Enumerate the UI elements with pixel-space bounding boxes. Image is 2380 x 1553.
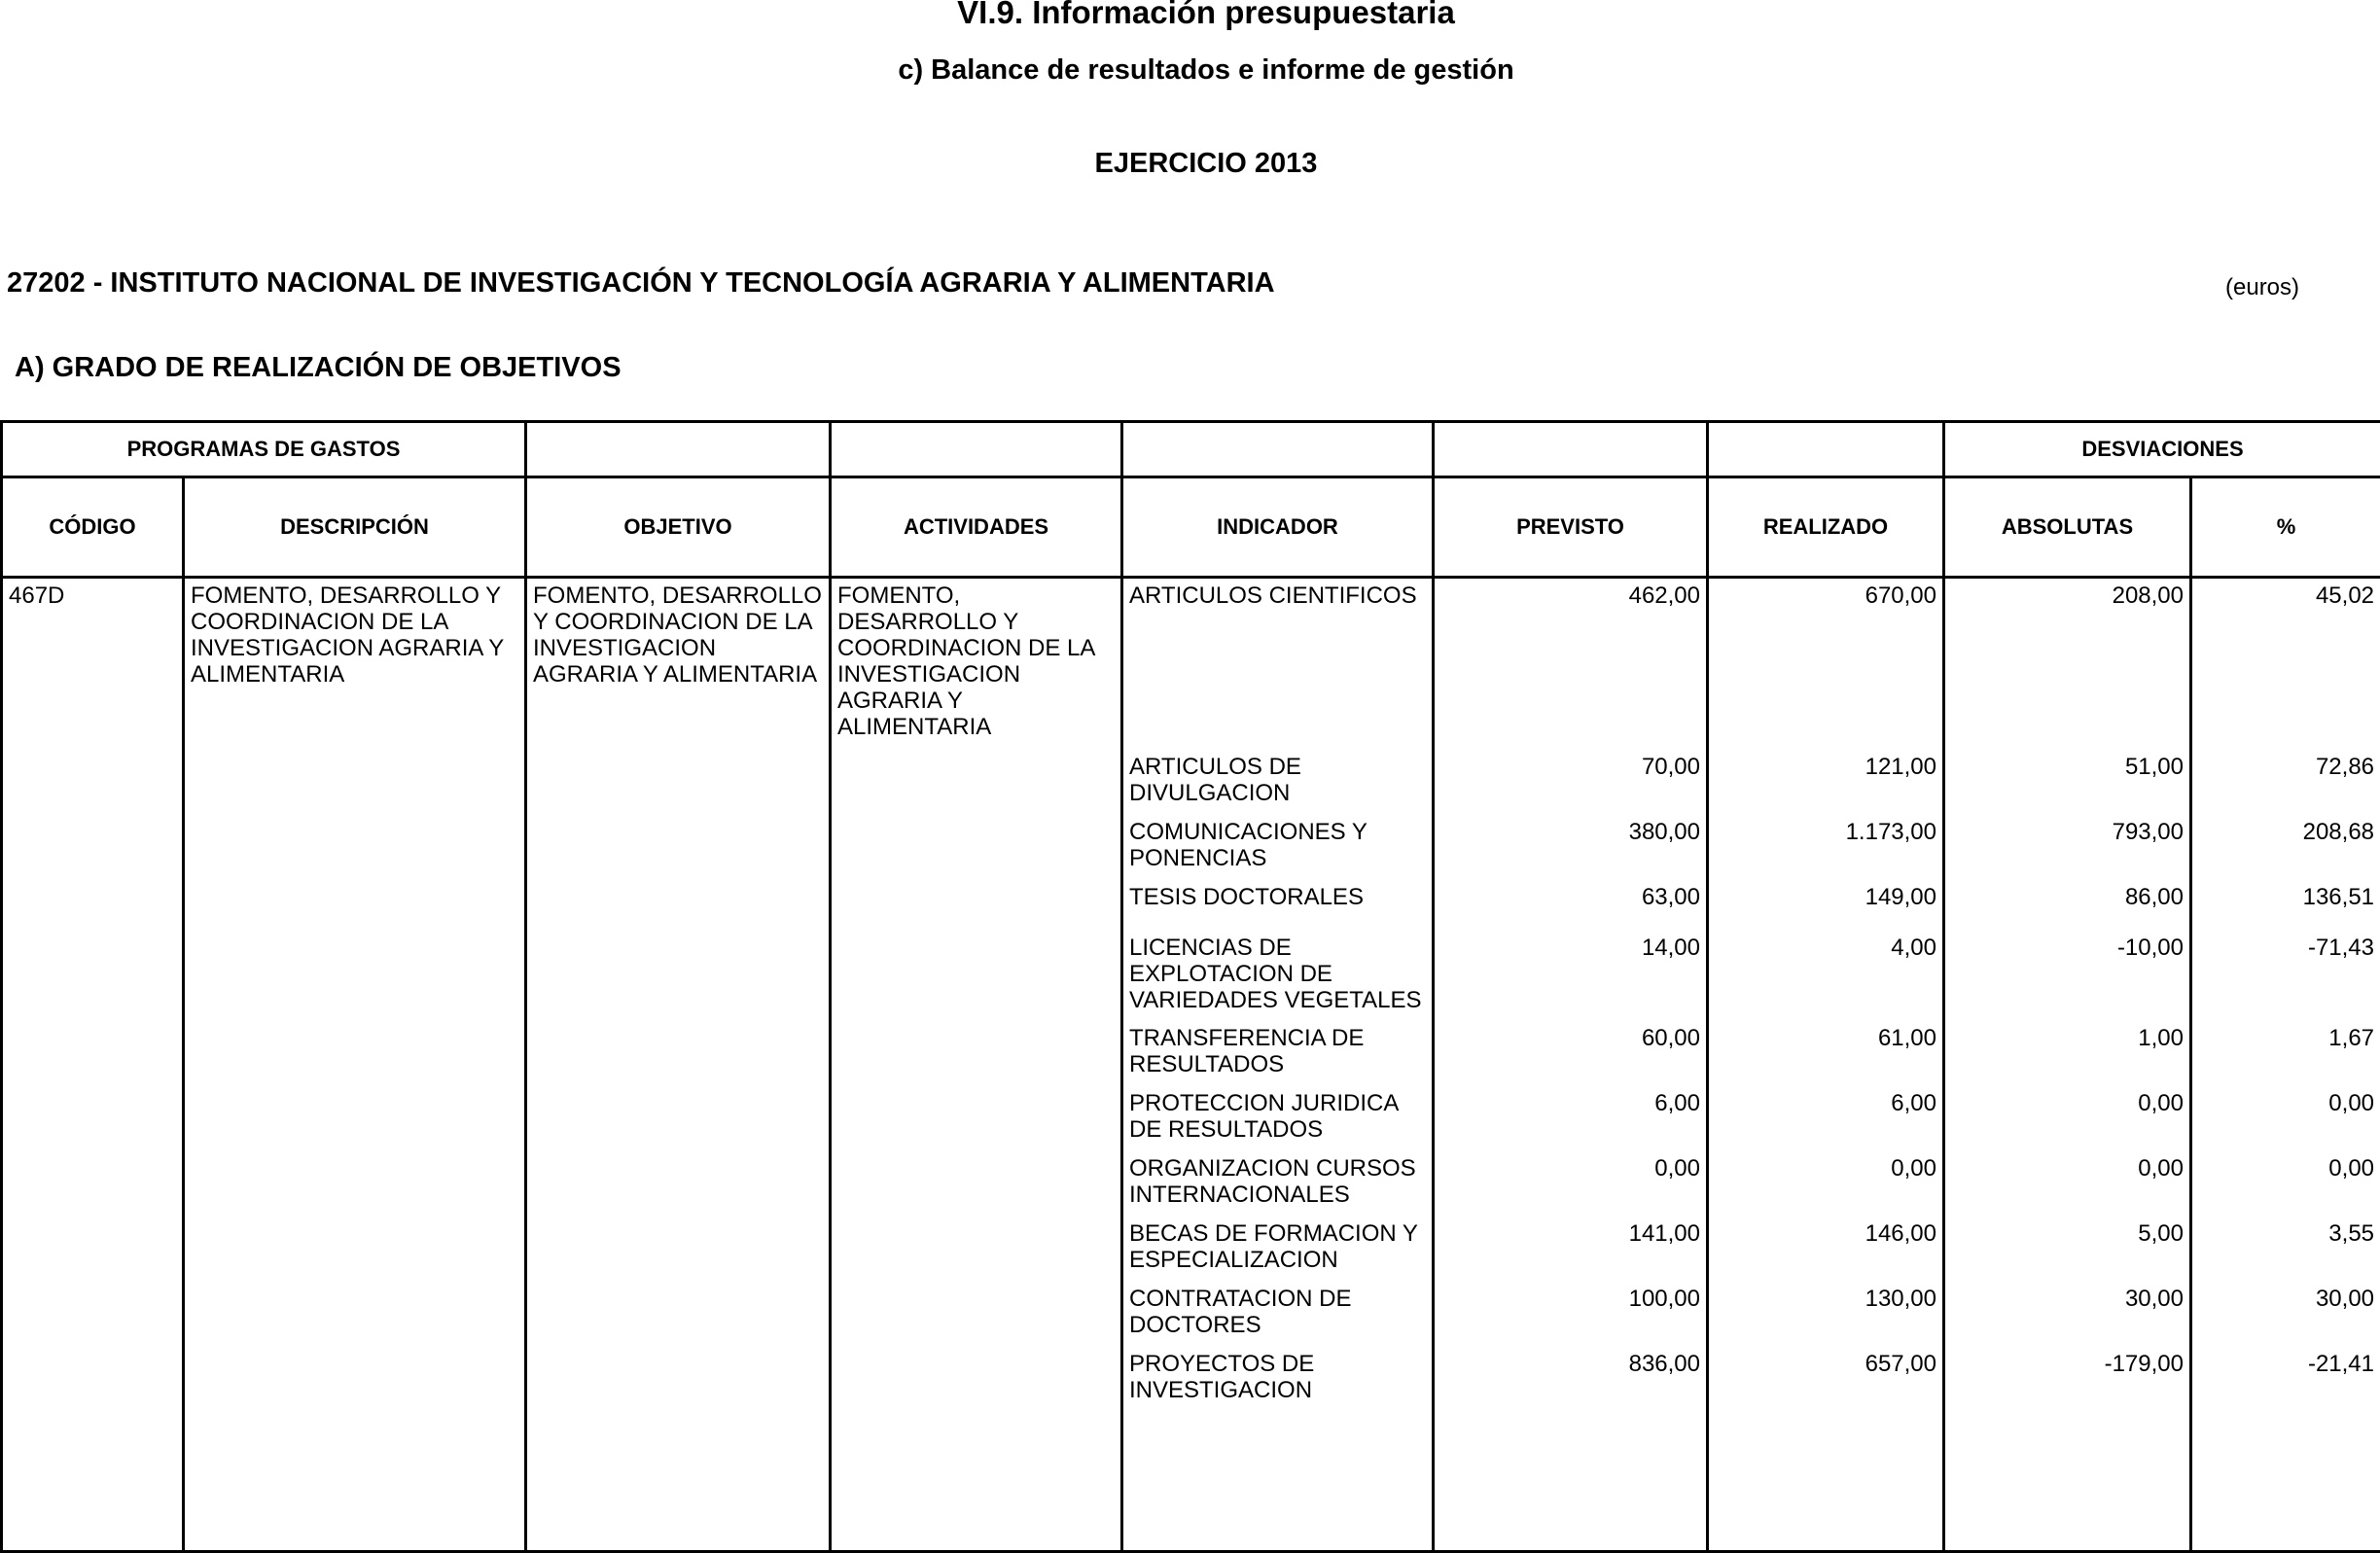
previsto-value: 60,00 <box>1435 1021 1706 1086</box>
indicator-name: CONTRATACION DE DOCTORES <box>1123 1282 1432 1347</box>
group-header-programas: PROGRAMAS DE GASTOS <box>2 422 526 477</box>
pct-value: 1,67 <box>2192 1021 2380 1086</box>
indicator-name: PROTECCION JURIDICA DE RESULTADOS <box>1123 1086 1432 1151</box>
pct-value: 208,68 <box>2192 815 2380 880</box>
col-header-indicador: INDICADOR <box>1122 477 1434 578</box>
program-activities-cell <box>831 578 1122 1552</box>
realizado-value: 657,00 <box>1709 1347 1942 1412</box>
realizado-column <box>1708 578 1944 1552</box>
previsto-value: 462,00 <box>1435 579 1706 750</box>
pct-value: -71,43 <box>2192 931 2380 1021</box>
absolutas-value: 1,00 <box>1945 1021 2189 1086</box>
realizado-value: 4,00 <box>1709 931 1942 1021</box>
absolutas-value: 793,00 <box>1945 815 2189 880</box>
pct-value: 45,02 <box>2192 579 2380 750</box>
absolutas-value: 208,00 <box>1945 579 2189 750</box>
indicator-name: ORGANIZACION CURSOS INTERNACIONALES <box>1123 1151 1432 1217</box>
program-objective-cell <box>526 578 831 1552</box>
absolutas-value: 0,00 <box>1945 1086 2189 1151</box>
pct-value: 3,55 <box>2192 1217 2380 1282</box>
previsto-value: 0,00 <box>1435 1151 1706 1217</box>
realizado-value: 121,00 <box>1709 750 1942 815</box>
group-header-empty <box>526 422 831 477</box>
previsto-value: 836,00 <box>1435 1347 1706 1412</box>
previsto-value: 100,00 <box>1435 1282 1706 1347</box>
page-title: VI.9. Información presupuestaria <box>0 0 2380 31</box>
previsto-value: 70,00 <box>1435 750 1706 815</box>
group-header-empty <box>831 422 1122 477</box>
indicator-name: ARTICULOS CIENTIFICOS <box>1123 579 1432 750</box>
pct-value: 0,00 <box>2192 1086 2380 1151</box>
program-activities: FOMENTO, DESARROLLO Y COORDINACION DE LA INVESTIGACION AGRARIA Y ALIMENTARIA <box>832 579 1120 740</box>
group-header-empty <box>1434 422 1708 477</box>
currency-units: (euros) <box>2225 274 2299 301</box>
col-header-absolutas: ABSOLUTAS <box>1944 477 2191 578</box>
program-row <box>2 578 2380 1552</box>
objectives-table <box>0 420 2380 1553</box>
absolutas-column <box>1944 578 2191 1552</box>
group-header-empty <box>1122 422 1434 477</box>
program-description-cell <box>184 578 526 1552</box>
col-header-previsto: PREVISTO <box>1434 477 1708 578</box>
group-header-row <box>2 422 2380 477</box>
indicator-name: TRANSFERENCIA DE RESULTADOS <box>1123 1021 1432 1086</box>
group-header-desviaciones: DESVIACIONES <box>1944 422 2380 477</box>
realizado-value: 670,00 <box>1709 579 1942 750</box>
previsto-value: 141,00 <box>1435 1217 1706 1282</box>
pct-value: -21,41 <box>2192 1347 2380 1412</box>
absolutas-value: 0,00 <box>1945 1151 2189 1217</box>
col-header-descripcion: DESCRIPCIÓN <box>184 477 526 578</box>
program-code-cell <box>2 578 184 1552</box>
column-header-row <box>2 477 2380 578</box>
realizado-value: 146,00 <box>1709 1217 1942 1282</box>
previsto-column <box>1434 578 1708 1552</box>
indicator-name: LICENCIAS DE EXPLOTACION DE VARIEDADES VEGETALES <box>1123 931 1432 1021</box>
previsto-value: 380,00 <box>1435 815 1706 880</box>
col-header-pct: % <box>2191 477 2380 578</box>
col-header-realizado: REALIZADO <box>1708 477 1944 578</box>
previsto-value: 63,00 <box>1435 880 1706 931</box>
absolutas-value: -179,00 <box>1945 1347 2189 1412</box>
absolutas-value: -10,00 <box>1945 931 2189 1021</box>
realizado-value: 0,00 <box>1709 1151 1942 1217</box>
previsto-value: 14,00 <box>1435 931 1706 1021</box>
previsto-value: 6,00 <box>1435 1086 1706 1151</box>
section-title: A) GRADO DE REALIZACIÓN DE OBJETIVOS <box>15 352 622 384</box>
entity-name: 27202 - INSTITUTO NACIONAL DE INVESTIGACIÓN Y TECNOLOGÍA AGRARIA Y ALIMENTARIA <box>7 267 1275 300</box>
realizado-value: 149,00 <box>1709 880 1942 931</box>
realizado-value: 130,00 <box>1709 1282 1942 1347</box>
indicator-name: COMUNICACIONES Y PONENCIAS <box>1123 815 1432 880</box>
indicator-name: TESIS DOCTORALES <box>1123 880 1432 931</box>
exercise-year: EJERCICIO 2013 <box>0 148 2380 180</box>
page-subtitle: c) Balance de resultados e informe de gestión <box>0 54 2380 87</box>
absolutas-value: 30,00 <box>1945 1282 2189 1347</box>
col-header-codigo: CÓDIGO <box>2 477 184 578</box>
program-description: FOMENTO, DESARROLLO Y COORDINACION DE LA INVESTIGACION AGRARIA Y ALIMENTARIA <box>185 579 524 688</box>
indicator-name: ARTICULOS DE DIVULGACION <box>1123 750 1432 815</box>
indicator-column <box>1122 578 1434 1552</box>
pct-column <box>2191 578 2380 1552</box>
absolutas-value: 51,00 <box>1945 750 2189 815</box>
pct-value: 30,00 <box>2192 1282 2380 1347</box>
col-header-objetivo: OBJETIVO <box>526 477 831 578</box>
col-header-actividades: ACTIVIDADES <box>831 477 1122 578</box>
pct-value: 0,00 <box>2192 1151 2380 1217</box>
group-header-empty <box>1708 422 1944 477</box>
program-code: 467D <box>3 579 182 609</box>
pct-value: 72,86 <box>2192 750 2380 815</box>
absolutas-value: 5,00 <box>1945 1217 2189 1282</box>
program-objective: FOMENTO, DESARROLLO Y COORDINACION DE LA INVESTIGACION AGRARIA Y ALIMENTARIA <box>527 579 829 688</box>
realizado-value: 1.173,00 <box>1709 815 1942 880</box>
indicator-name: BECAS DE FORMACION Y ESPECIALIZACION <box>1123 1217 1432 1282</box>
indicator-name: PROYECTOS DE INVESTIGACION <box>1123 1347 1432 1412</box>
realizado-value: 61,00 <box>1709 1021 1942 1086</box>
realizado-value: 6,00 <box>1709 1086 1942 1151</box>
pct-value: 136,51 <box>2192 880 2380 931</box>
absolutas-value: 86,00 <box>1945 880 2189 931</box>
